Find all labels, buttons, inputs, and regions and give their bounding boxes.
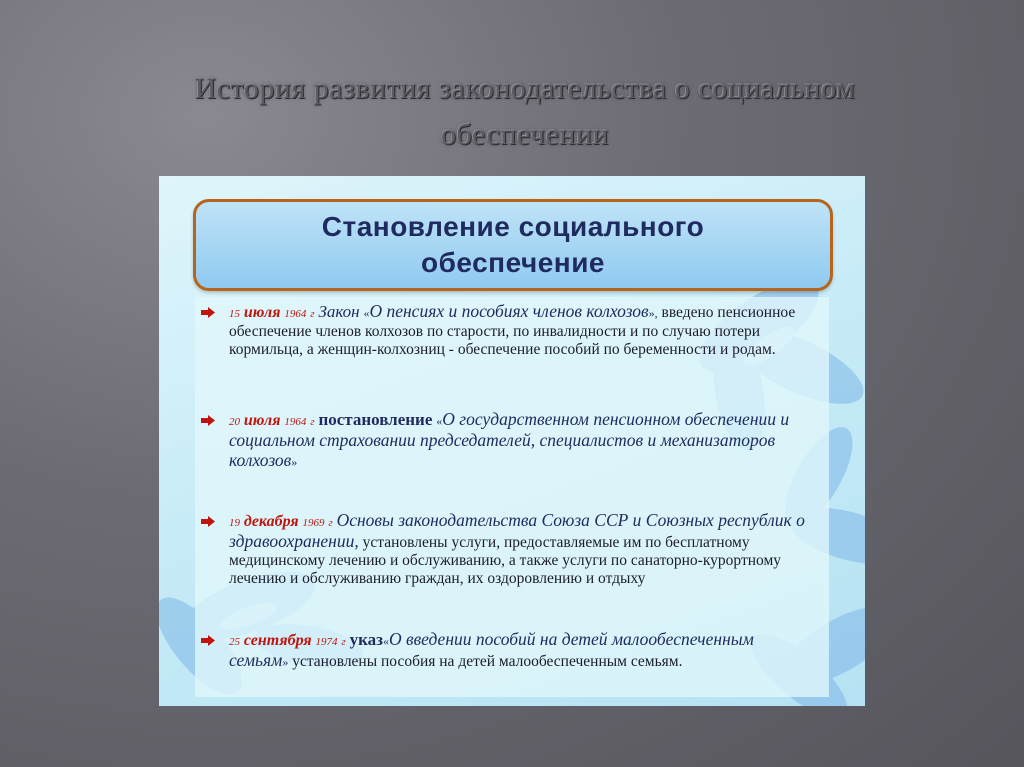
arrow-bullet-icon [201,307,215,318]
arrow-bullet-icon [201,415,215,426]
entry-open-quote: « [382,634,389,648]
entry-description: введено пенсионное обеспечение членов колхозов по старости, по инвалидности и по случаю потери кормильца, а женщин-колхозниц - обеспечение пособий по беременности и родам. [229,304,796,358]
entries-panel [195,297,829,697]
entry-doc-title: О государственном пенсионном обеспечении и социальном страховании председателей, специалистов и механизаторов колхозов [229,409,790,470]
entry-doc-title: Основы законодательства Союза ССР и Союзных республик о здравоохранении, [229,510,805,551]
entry-year-suffix: г [310,416,315,428]
heading-title: Становление социального обеспечение [321,211,705,278]
list-item [195,410,815,471]
heading-box [193,199,833,291]
entry-open-quote: « [363,306,370,320]
entry-year-suffix: г [328,517,333,529]
entry-year: 1974 [315,636,338,648]
arrow-bullet-icon [201,516,215,527]
entry-open-quote: « [436,414,443,428]
entry-year: 1969 [302,517,325,529]
entry-month: сентября [243,632,312,649]
entry-close-quote: », [648,306,658,320]
entry-year-suffix: г [310,308,315,320]
entry-year: 1964 [284,308,307,320]
entry-year-suffix: г [341,636,346,648]
entry-close-quote: » [291,455,298,469]
entry-description: установлены пособия на детей малообеспеченным семьям. [292,653,683,670]
list-item [195,302,815,359]
entry-day: 20 [229,416,240,428]
slide-picture [159,176,865,706]
entry-month: июля [243,304,281,321]
list-item [195,630,815,671]
entry-description: установлены услуги, предоставляемые им по бесплатному медицинскому лечению и обслуживанию, а также услуги по санаторно-курортному лечению и обслуживанию граждан, их оздоровлению и отдыху [229,534,782,587]
entry-doc-type: постановление [318,410,433,429]
entry-doc-title: О введении пособий на детей малообеспеченным семьям [229,629,754,670]
entry-day: 25 [229,636,240,648]
entry-day: 19 [229,517,240,529]
arrow-bullet-icon [201,635,215,646]
entry-day: 15 [229,308,240,320]
slide-title: История развития законодательства о социальном обеспечении [194,72,856,151]
entry-year: 1964 [284,416,307,428]
entry-month: июля [243,412,281,429]
entry-doc-title: О пенсиях и пособиях членов колхозов [369,301,649,321]
entry-month: декабря [243,513,299,530]
entry-doc-type: Закон [318,302,360,321]
entry-close-quote: » [282,655,289,669]
entry-doc-type: указ [349,630,383,649]
list-item [195,511,815,588]
